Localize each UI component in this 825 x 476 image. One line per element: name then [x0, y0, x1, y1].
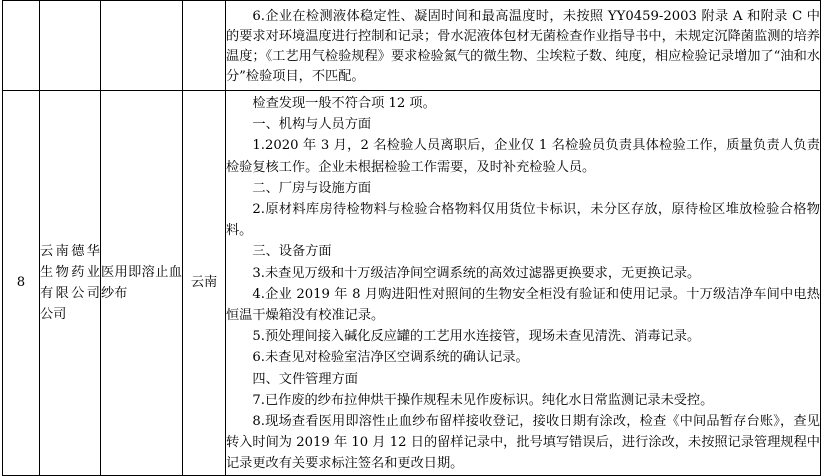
finding-summary: 检查发现一般不符合项 12 项。: [252, 96, 436, 111]
finding-item: 5.预处理间接入碱化反应罐的工艺用水连接管，现场未查见清洗、消毒记录。: [252, 329, 701, 345]
finding-item: 4.企业 2019 年 8 月购进阳性对照间的生物安全柜没有验证和使用记录。十万级洁净车间中电热恒温干燥箱没有校准记录。: [226, 286, 820, 324]
region-name: 云南: [183, 91, 226, 476]
finding-item: 2.原材料库房待检物料与检验合格物料仅用货位卡标识，未分区存放，原待检区堆放检验合格物料。: [226, 202, 820, 239]
finding-item: 7.已作废的纱布拉伸烘干操作规程未见作废标识。纯化水日常监测记录未受控。: [252, 392, 714, 408]
number-cell-empty: [3, 1, 40, 91]
table-row: [3, 1, 821, 91]
finding-paragraph: 6.企业在检测液体稳定性、凝固时间和最高温度时，未按照 YY0459-2003 附录 A 和附录 C 中的要求对环境温度进行控制和记录；骨水泥液体包材无菌检查作业指导书中，未规定沉降菌监测的培养温度；《工艺用气检验规程》要求检验氮气的微生物、尘埃粒子数、纯度，相应检验记录增加了“油和水分”检验项目，不匹配。: [226, 8, 820, 84]
section-heading: 四、文件管理方面: [252, 371, 358, 387]
product-name: 医用即溶止血纱布: [101, 91, 183, 476]
section-heading: 一、机构与人员方面: [252, 117, 372, 133]
section-heading: 二、厂房与设施方面: [252, 180, 372, 196]
finding-item: 6.未查见对检验室洁净区空调系统的确认记录。: [252, 350, 529, 366]
finding-item: 8.现场查看医用即溶性止血纱布留样接收登记，接收日期有涂改，检查《中间品暂存台账》，查见转入时间为 2019 年 10 月 12 日的留样记录中，批号填写错误后，进行涂改，未按照记录管理规程中记录更改有关要求标注签名和更改日期。: [226, 414, 820, 472]
findings-cell: [226, 91, 821, 476]
company-name: 云南德华生物药业有限公司公司: [40, 91, 101, 476]
inspection-table: [2, 0, 821, 476]
section-heading: 三、设备方面: [252, 244, 332, 260]
findings-cell: [226, 1, 821, 91]
company-cell-empty: [40, 1, 101, 91]
region-cell-empty: [183, 1, 226, 91]
finding-item: 3.未查见万级和十万级洁净间空调系统的高效过滤器更换要求，无更换记录。: [252, 265, 701, 281]
row-number: 8: [3, 91, 40, 476]
table-row: [3, 91, 821, 476]
product-cell-empty: [101, 1, 183, 91]
finding-item: 1.2020 年 3 月，2 名检验人员离职后，企业仅 1 名检验员负责具体检验工作，质量负责人负责检验复核工作。企业未根据检验工作需要，及时补充检验人员。: [226, 138, 820, 175]
